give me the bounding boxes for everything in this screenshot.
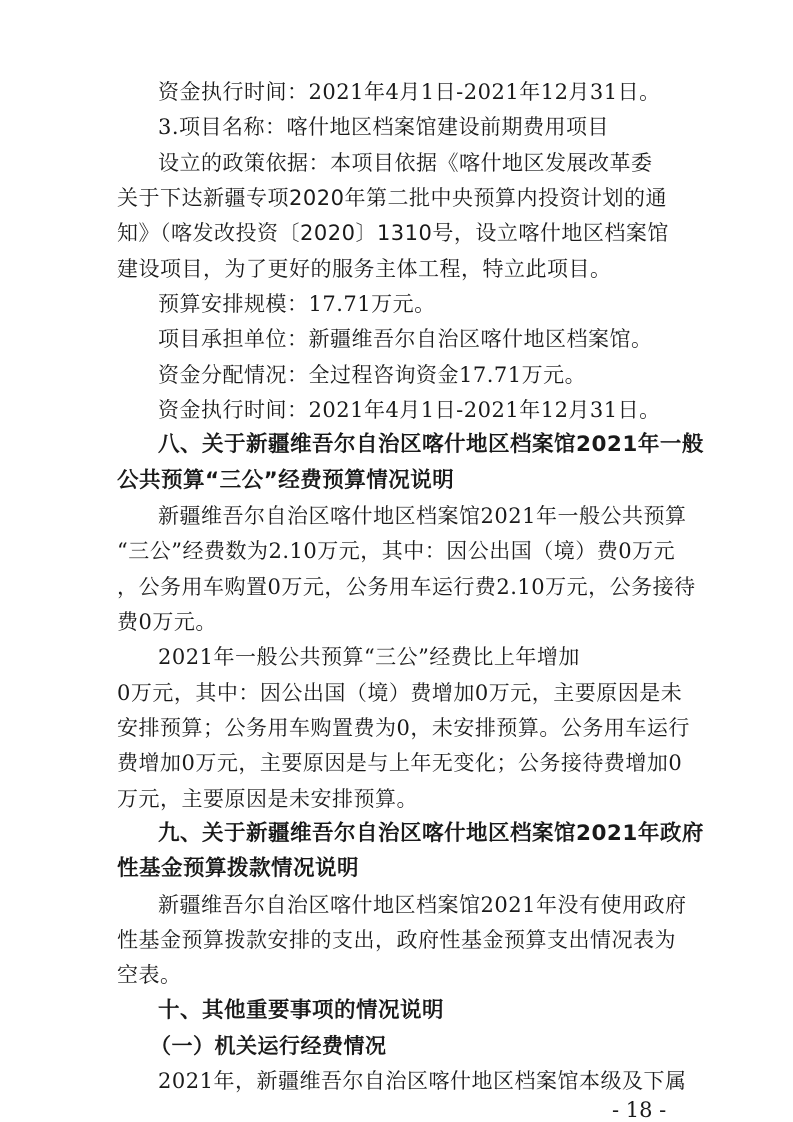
paragraph-line: 2021年，新疆维吾尔自治区喀什地区档案馆本级及下属	[158, 1069, 687, 1093]
section-heading: 九、关于新疆维吾尔自治区喀什地区档案馆2021年政府	[158, 821, 704, 846]
paragraph-line: 性基金预算拨款安排的支出，政府性基金预算支出情况表为	[117, 928, 676, 952]
section-heading: 八、关于新疆维吾尔自治区喀什地区档案馆2021年一般	[158, 432, 704, 457]
subsection-heading: （一）机关运行经费情况	[150, 1033, 387, 1058]
paragraph-line: 安排预算；公务用车购置费为0，未安排预算。公务用车运行	[117, 716, 690, 740]
paragraph-line: 费0万元。	[117, 610, 217, 634]
section-heading: 公共预算“三公”经费预算情况说明	[117, 468, 455, 493]
paragraph-line: 0万元，其中：因公出国（境）费增加0万元，主要原因是未	[117, 681, 683, 705]
paragraph-line: “三公”经费数为2.10万元，其中：因公出国（境）费0万元	[117, 539, 676, 563]
paragraph-line: 新疆维吾尔自治区喀什地区档案馆2021年一般公共预算	[158, 504, 687, 528]
policy-basis-line: 设立的政策依据：本项目依据《喀什地区发展改革委	[158, 151, 653, 175]
paragraph-line: 新疆维吾尔自治区喀什地区档案馆2021年没有使用政府	[158, 893, 687, 917]
project-name-line: 3.项目名称：喀什地区档案馆建设前期费用项目	[158, 115, 610, 139]
funding-period-line: 资金执行时间：2021年4月1日-2021年12月31日。	[158, 80, 661, 104]
undertaking-unit-line: 项目承担单位：新疆维吾尔自治区喀什地区档案馆。	[158, 327, 653, 351]
policy-basis-line: 建设项目，为了更好的服务主体工程，特立此项目。	[117, 257, 612, 281]
paragraph-line: ，公务用车购置0万元，公务用车运行费2.10万元，公务接待	[117, 575, 696, 599]
funding-period-line: 资金执行时间：2021年4月1日-2021年12月31日。	[158, 398, 661, 422]
paragraph-line: 空表。	[117, 963, 182, 987]
page-number: - 18 -	[612, 1098, 667, 1122]
budget-scale-line: 预算安排规模：17.71万元。	[158, 292, 436, 316]
paragraph-line: 万元，主要原因是未安排预算。	[117, 787, 418, 811]
section-heading: 性基金预算拨款情况说明	[117, 856, 360, 881]
paragraph-line: 2021年一般公共预算“三公”经费比上年增加	[158, 645, 580, 669]
fund-allocation-line: 资金分配情况：全过程咨询资金17.71万元。	[158, 363, 587, 387]
policy-basis-line: 关于下达新疆专项2020年第二批中央预算内投资计划的通	[117, 186, 667, 210]
section-heading: 十、其他重要事项的情况说明	[158, 998, 445, 1023]
paragraph-line: 费增加0万元，主要原因是与上年无变化；公务接待费增加0	[117, 751, 683, 775]
policy-basis-line: 知》（喀发改投资〔2020〕1310号，设立喀什地区档案馆	[117, 221, 669, 245]
